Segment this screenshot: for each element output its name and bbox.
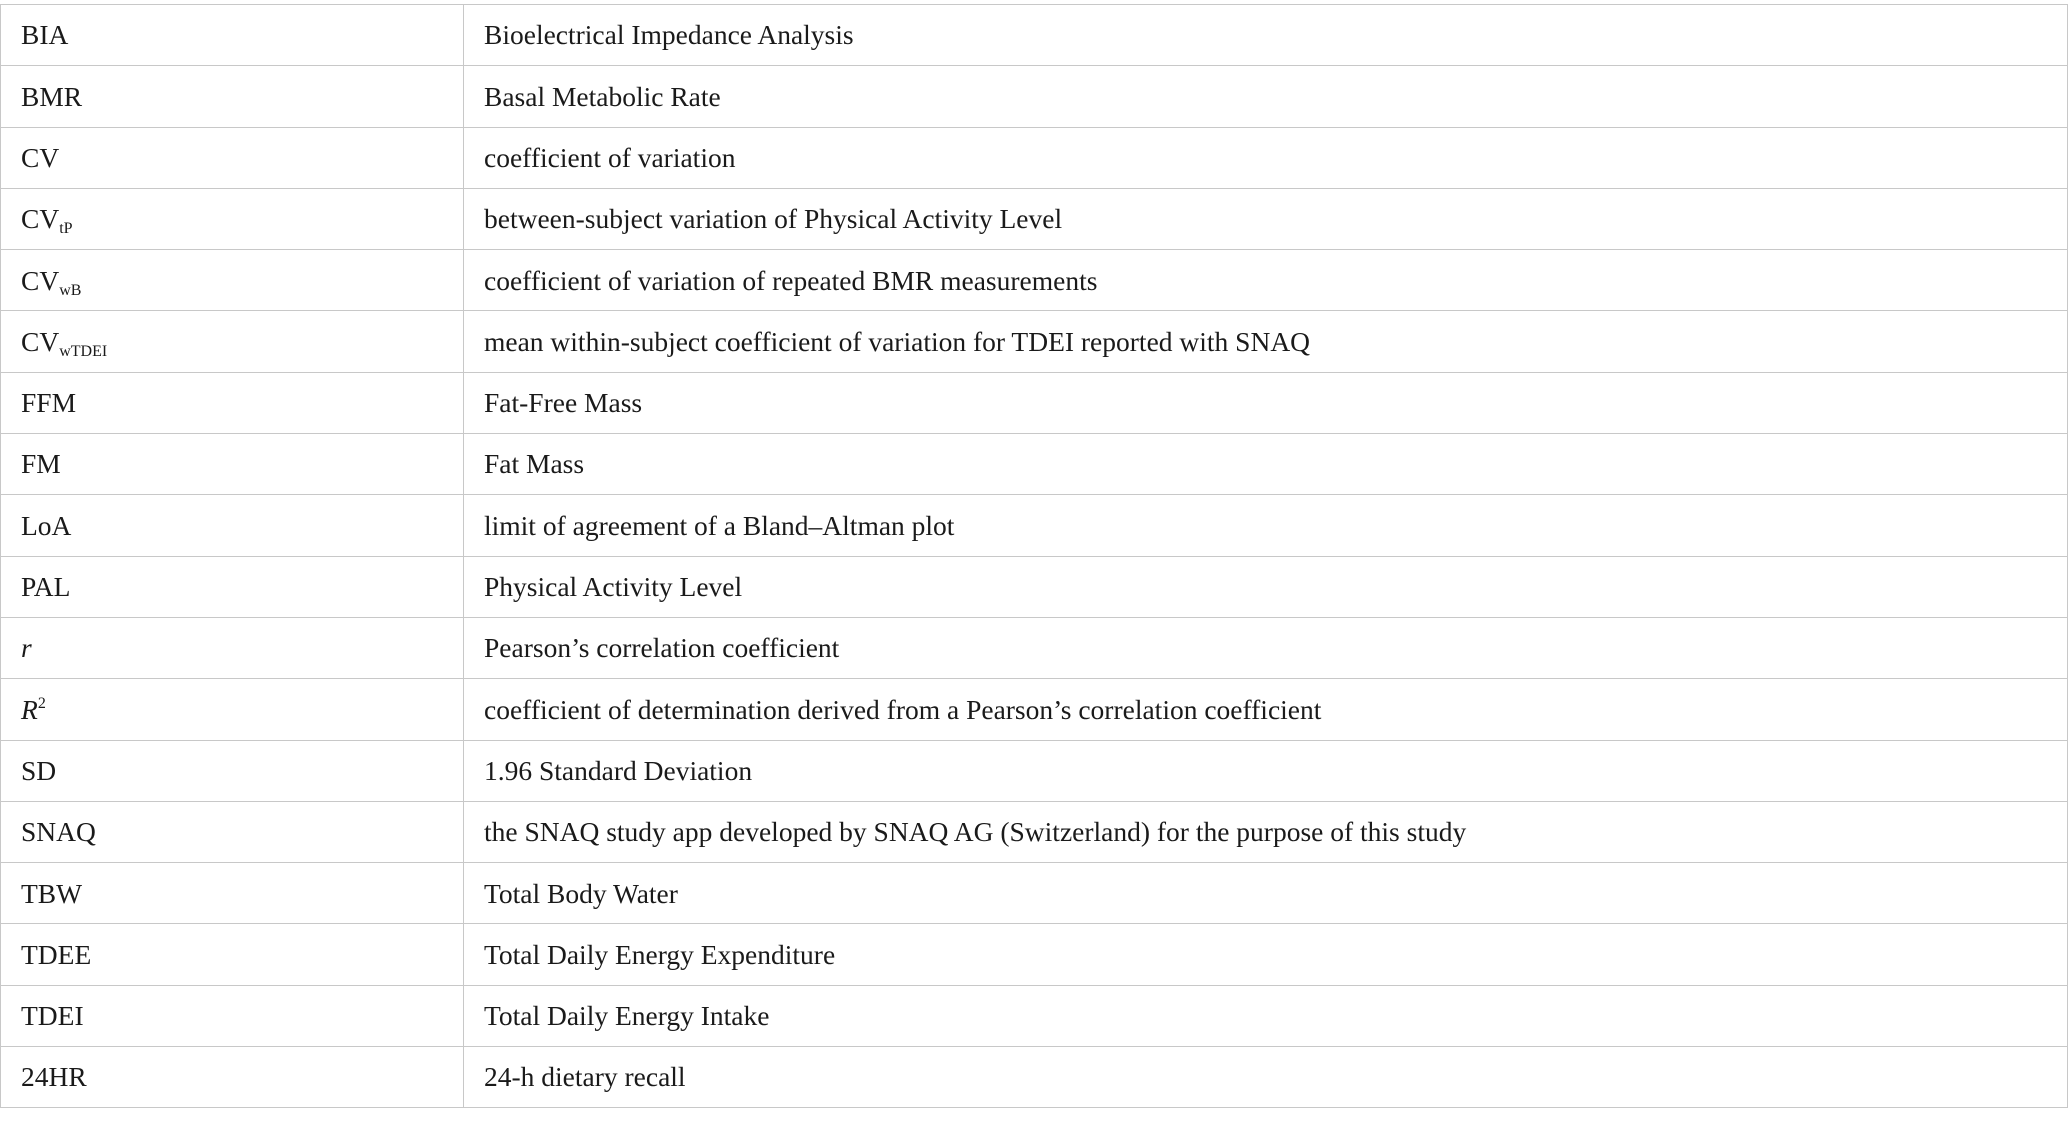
definition-text: Physical Activity Level — [484, 571, 743, 603]
table-row — [1, 617, 2068, 678]
abbreviation-superscript: 2 — [37, 694, 46, 712]
definition-text: Fat-Free Mass — [484, 387, 643, 419]
abbreviation-cell — [1, 679, 464, 740]
definition-cell — [464, 924, 2068, 985]
table-row — [1, 495, 2068, 556]
abbreviation-cell — [1, 1047, 464, 1108]
abbreviation-text: PAL — [21, 571, 71, 603]
definition-cell — [464, 556, 2068, 617]
definition-cell — [464, 311, 2068, 372]
definition-text: Total Daily Energy Intake — [484, 1000, 770, 1032]
abbreviation-cell — [1, 495, 464, 556]
abbreviation-cell — [1, 740, 464, 801]
abbreviation-cell — [1, 434, 464, 495]
definition-text: Basal Metabolic Rate — [484, 80, 721, 112]
definition-cell — [464, 372, 2068, 433]
table-row — [1, 985, 2068, 1046]
abbreviation-text: CV — [21, 325, 60, 357]
definition-cell — [464, 985, 2068, 1046]
abbreviation-subscript: wTDEI — [59, 342, 108, 360]
table-row — [1, 434, 2068, 495]
abbreviation-text: FM — [21, 448, 61, 480]
abbreviation-subscript: wB — [59, 281, 82, 299]
definition-cell — [464, 434, 2068, 495]
abbreviation-text: R — [21, 693, 38, 725]
definition-cell — [464, 679, 2068, 740]
abbreviation-text: BMR — [21, 80, 83, 112]
definition-text: 24-h dietary recall — [484, 1061, 686, 1093]
abbreviation-text: TDEI — [21, 1000, 84, 1032]
definition-text: between-subject variation of Physical Activity Level — [484, 203, 1063, 235]
table-row — [1, 250, 2068, 311]
abbreviation-cell — [1, 617, 464, 678]
abbreviation-text: TDEE — [21, 938, 92, 970]
abbreviation-cell — [1, 985, 464, 1046]
table-row — [1, 1047, 2068, 1108]
abbreviation-cell — [1, 801, 464, 862]
definition-text: Total Daily Energy Expenditure — [484, 938, 836, 970]
abbreviation-text: CV — [21, 141, 60, 173]
definition-cell — [464, 740, 2068, 801]
abbreviation-text: 24HR — [21, 1061, 87, 1093]
abbreviation-cell — [1, 372, 464, 433]
definition-text: 1.96 Standard Deviation — [484, 754, 753, 786]
definition-cell — [464, 127, 2068, 188]
definition-cell — [464, 66, 2068, 127]
definition-cell — [464, 495, 2068, 556]
definition-text: coefficient of variation — [484, 141, 736, 173]
table-row — [1, 924, 2068, 985]
table-row — [1, 740, 2068, 801]
definition-text: Fat Mass — [484, 448, 585, 480]
definition-cell — [464, 801, 2068, 862]
abbreviation-text: SNAQ — [21, 816, 96, 848]
definition-cell — [464, 863, 2068, 924]
definition-text: Total Body Water — [484, 877, 678, 909]
abbreviation-text: TBW — [21, 877, 83, 909]
abbreviation-cell — [1, 924, 464, 985]
definition-text: mean within-subject coefficient of variation for TDEI reported with SNAQ — [484, 325, 1311, 357]
abbreviation-cell — [1, 250, 464, 311]
definition-text: coefficient of determination derived from a Pearson’s correlation coefficient — [484, 693, 1322, 725]
abbreviation-text: CV — [21, 203, 60, 235]
definition-cell — [464, 1047, 2068, 1108]
definition-text: limit of agreement of a Bland–Altman plot — [484, 509, 955, 541]
table-row — [1, 556, 2068, 617]
table-row — [1, 188, 2068, 249]
definition-cell — [464, 188, 2068, 249]
abbreviation-cell — [1, 188, 464, 249]
table-row — [1, 66, 2068, 127]
abbreviations-table — [0, 4, 2068, 1108]
table-row — [1, 127, 2068, 188]
table-row — [1, 311, 2068, 372]
abbreviation-text: BIA — [21, 19, 69, 51]
table-row — [1, 5, 2068, 66]
abbreviation-text: LoA — [21, 509, 72, 541]
definition-cell — [464, 5, 2068, 66]
abbreviation-text: SD — [21, 754, 57, 786]
definition-text: the SNAQ study app developed by SNAQ AG (Switzerland) for the purpose of this study — [484, 816, 1467, 848]
table-row — [1, 372, 2068, 433]
definition-text: Bioelectrical Impedance Analysis — [484, 19, 854, 51]
definition-cell — [464, 250, 2068, 311]
table-row — [1, 679, 2068, 740]
abbreviation-text: r — [21, 632, 32, 664]
definition-text: coefficient of variation of repeated BMR measurements — [484, 264, 1098, 296]
abbreviation-cell — [1, 863, 464, 924]
abbreviation-cell — [1, 66, 464, 127]
abbreviation-text: CV — [21, 264, 60, 296]
definition-cell — [464, 617, 2068, 678]
abbreviation-cell — [1, 127, 464, 188]
abbreviation-cell — [1, 311, 464, 372]
abbreviation-text: FFM — [21, 387, 77, 419]
abbreviation-cell — [1, 5, 464, 66]
abbreviation-subscript: tP — [59, 220, 73, 238]
table-row — [1, 801, 2068, 862]
definition-text: Pearson’s correlation coefficient — [484, 632, 840, 664]
table-row — [1, 863, 2068, 924]
abbreviation-cell — [1, 556, 464, 617]
